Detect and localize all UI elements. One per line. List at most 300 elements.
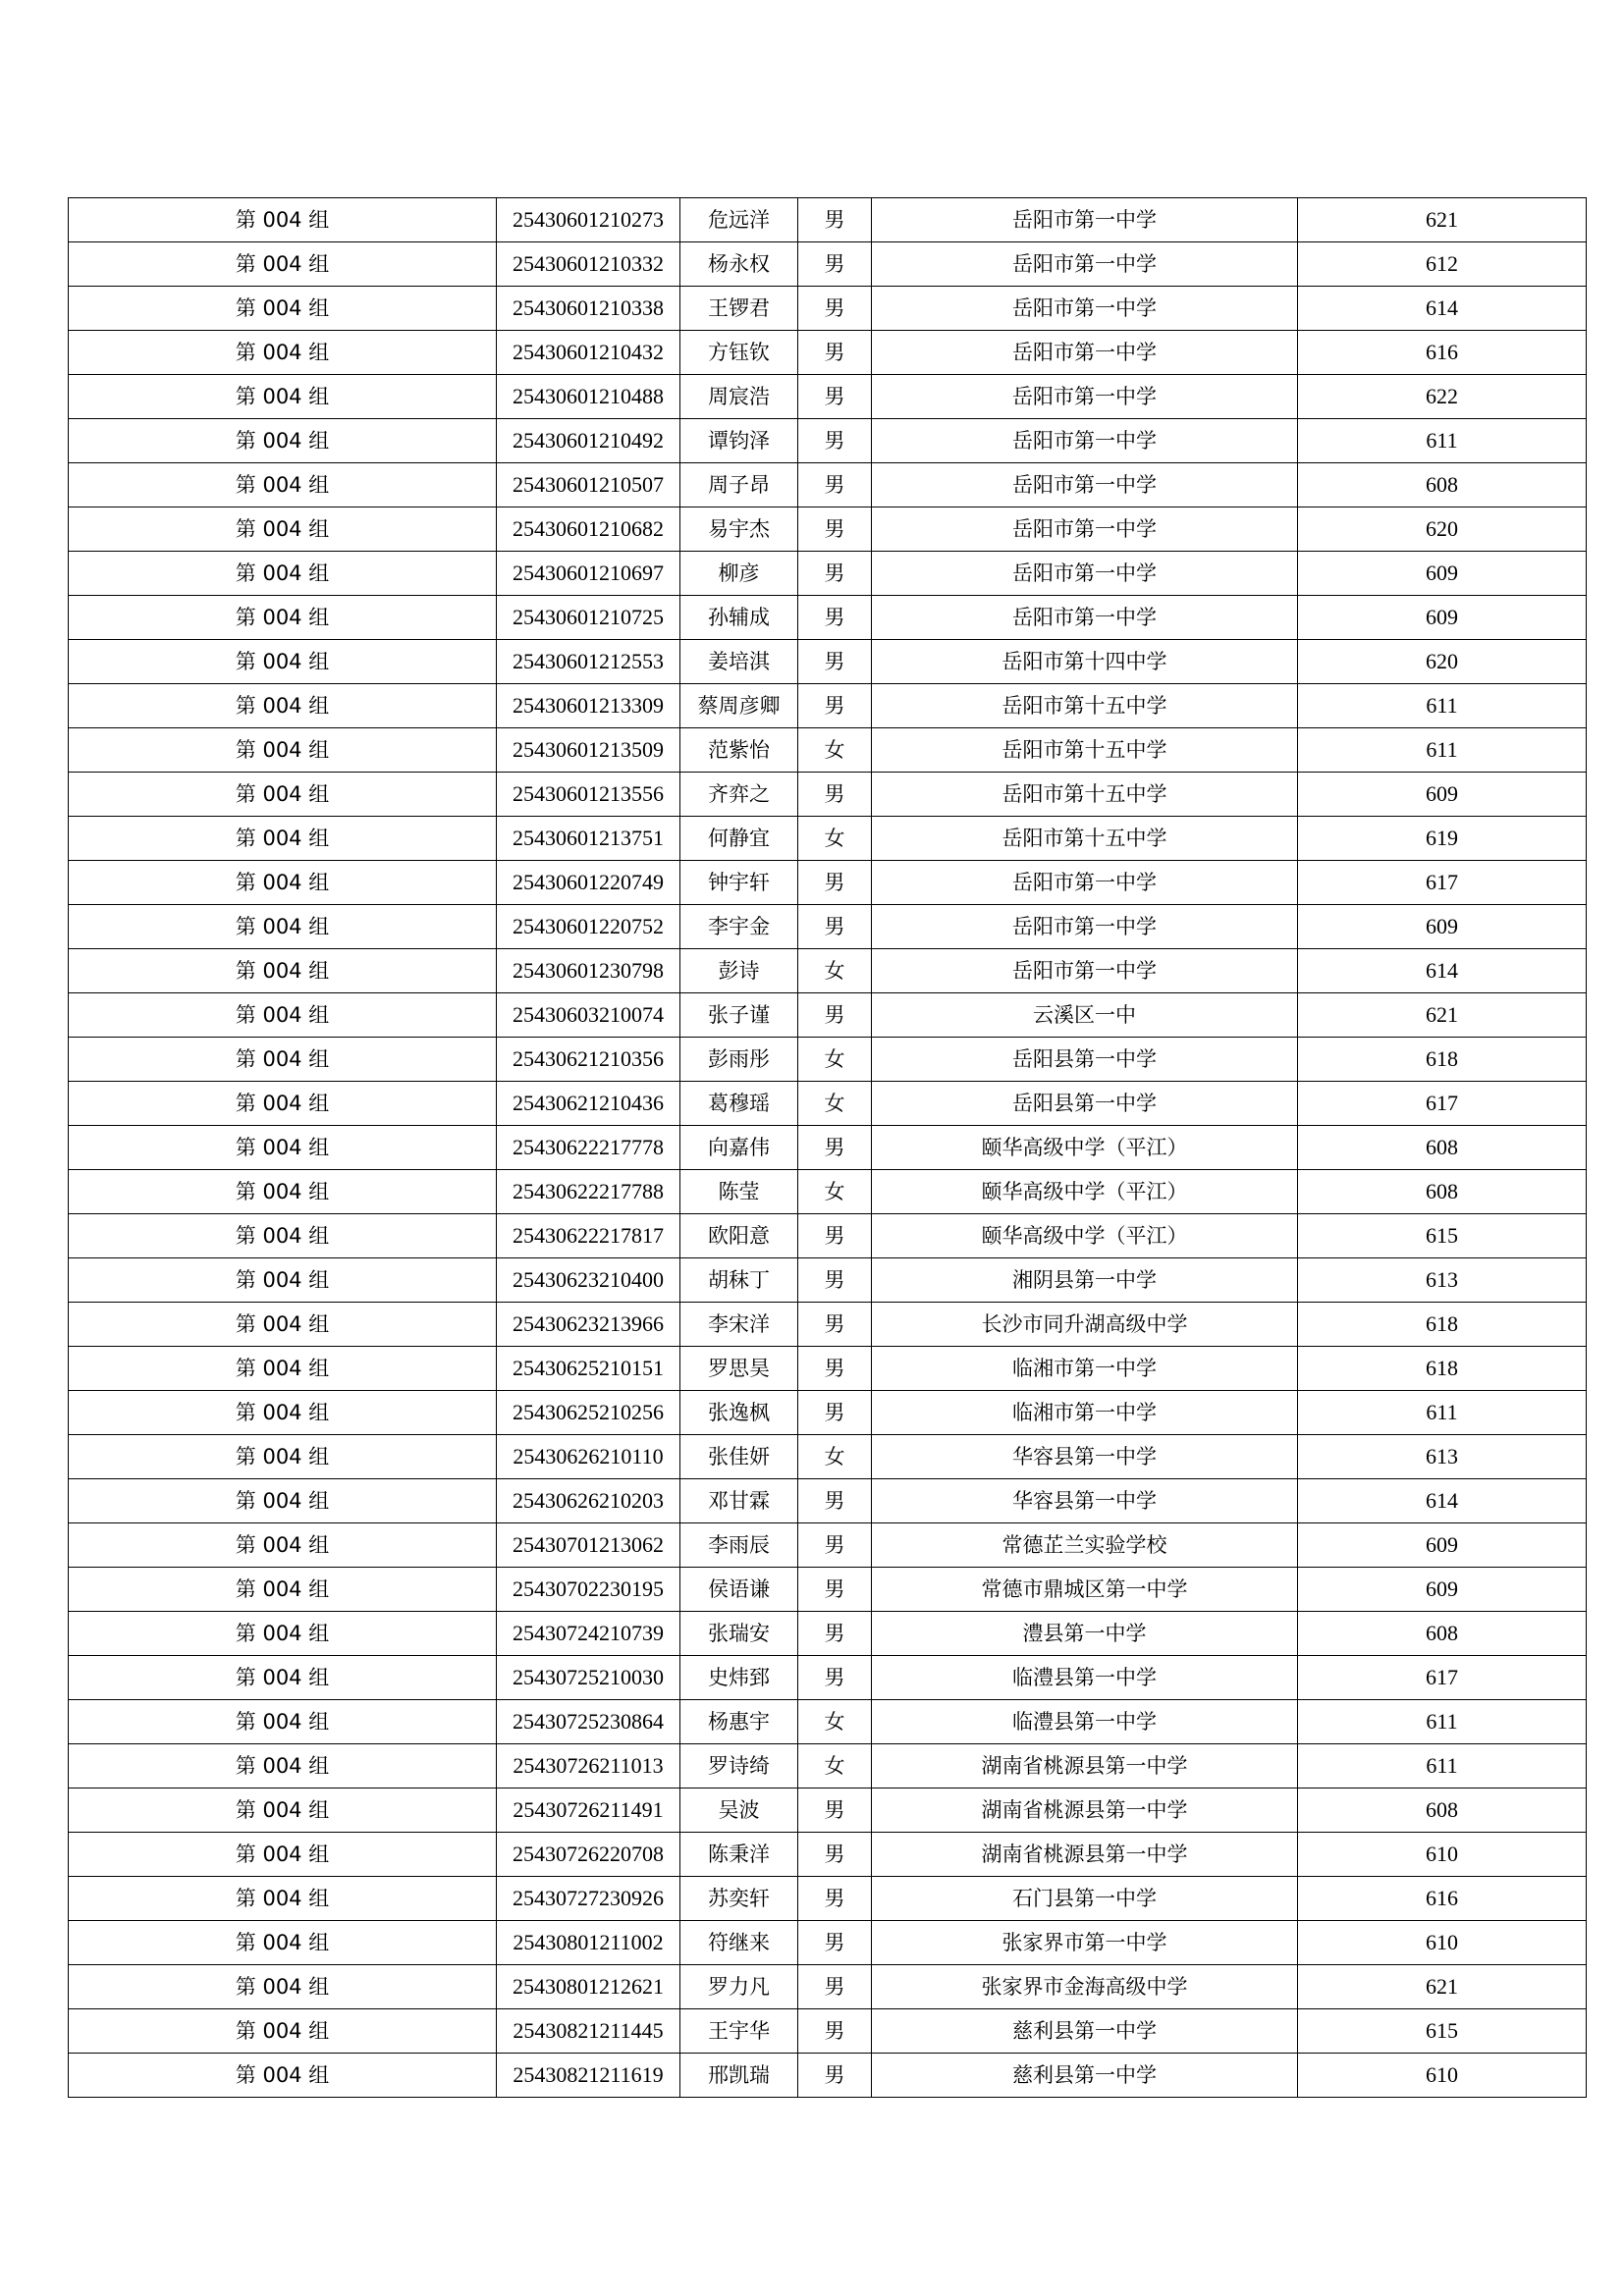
student-name-cell: 谭钧泽 <box>680 419 798 463</box>
school-cell: 岳阳市第一中学 <box>872 419 1298 463</box>
roster-table-body <box>69 198 1587 2098</box>
table-row <box>69 1347 1587 1391</box>
gender-cell: 男 <box>798 861 872 905</box>
group-cell: 第 004 组 <box>69 596 497 640</box>
group-cell: 第 004 组 <box>69 728 497 773</box>
exam-id-cell: 25430623213966 <box>497 1303 680 1347</box>
table-row <box>69 1126 1587 1170</box>
table-row <box>69 1391 1587 1435</box>
group-cell: 第 004 组 <box>69 1126 497 1170</box>
group-cell: 第 004 组 <box>69 1082 497 1126</box>
student-name-cell: 吴波 <box>680 1789 798 1833</box>
exam-id-cell: 25430603210074 <box>497 993 680 1038</box>
score-cell: 618 <box>1298 1038 1587 1082</box>
exam-id-cell: 25430625210151 <box>497 1347 680 1391</box>
table-row <box>69 1833 1587 1877</box>
score-cell: 616 <box>1298 331 1587 375</box>
table-row <box>69 1789 1587 1833</box>
exam-id-cell: 25430801212621 <box>497 1965 680 2009</box>
student-name-cell: 罗诗绮 <box>680 1744 798 1789</box>
school-cell: 岳阳县第一中学 <box>872 1082 1298 1126</box>
score-cell: 608 <box>1298 1126 1587 1170</box>
table-row <box>69 1523 1587 1568</box>
student-name-cell: 陈莹 <box>680 1170 798 1214</box>
score-cell: 621 <box>1298 198 1587 242</box>
table-row <box>69 1038 1587 1082</box>
table-row <box>69 552 1587 596</box>
table-row <box>69 993 1587 1038</box>
gender-cell: 男 <box>798 1965 872 2009</box>
school-cell: 湘阴县第一中学 <box>872 1258 1298 1303</box>
student-name-cell: 周宸浩 <box>680 375 798 419</box>
exam-id-cell: 25430601220749 <box>497 861 680 905</box>
student-name-cell: 何静宜 <box>680 817 798 861</box>
exam-id-cell: 25430821211445 <box>497 2009 680 2054</box>
gender-cell: 男 <box>798 1258 872 1303</box>
group-cell: 第 004 组 <box>69 507 497 552</box>
group-cell: 第 004 组 <box>69 1347 497 1391</box>
group-cell: 第 004 组 <box>69 1258 497 1303</box>
group-cell: 第 004 组 <box>69 949 497 993</box>
student-name-cell: 李宋洋 <box>680 1303 798 1347</box>
table-row <box>69 1921 1587 1965</box>
table-row <box>69 640 1587 684</box>
school-cell: 湖南省桃源县第一中学 <box>872 1833 1298 1877</box>
student-name-cell: 彭雨彤 <box>680 1038 798 1082</box>
table-row <box>69 861 1587 905</box>
gender-cell: 男 <box>798 1612 872 1656</box>
student-name-cell: 向嘉伟 <box>680 1126 798 1170</box>
group-cell: 第 004 组 <box>69 1214 497 1258</box>
student-name-cell: 张瑞安 <box>680 1612 798 1656</box>
school-cell: 岳阳市第一中学 <box>872 242 1298 287</box>
table-row <box>69 507 1587 552</box>
score-cell: 608 <box>1298 1612 1587 1656</box>
student-name-cell: 王锣君 <box>680 287 798 331</box>
school-cell: 云溪区一中 <box>872 993 1298 1038</box>
exam-id-cell: 25430601210332 <box>497 242 680 287</box>
group-cell: 第 004 组 <box>69 463 497 507</box>
exam-id-cell: 25430726211013 <box>497 1744 680 1789</box>
group-cell: 第 004 组 <box>69 1435 497 1479</box>
school-cell: 岳阳市第十五中学 <box>872 684 1298 728</box>
exam-id-cell: 25430601210507 <box>497 463 680 507</box>
school-cell: 湖南省桃源县第一中学 <box>872 1744 1298 1789</box>
table-row <box>69 375 1587 419</box>
score-cell: 617 <box>1298 1656 1587 1700</box>
student-name-cell: 李宇金 <box>680 905 798 949</box>
table-row <box>69 1656 1587 1700</box>
gender-cell: 男 <box>798 1833 872 1877</box>
gender-cell: 女 <box>798 1082 872 1126</box>
gender-cell: 男 <box>798 640 872 684</box>
score-cell: 613 <box>1298 1435 1587 1479</box>
score-cell: 617 <box>1298 1082 1587 1126</box>
student-name-cell: 杨惠宇 <box>680 1700 798 1744</box>
school-cell: 长沙市同升湖高级中学 <box>872 1303 1298 1347</box>
exam-id-cell: 25430725230864 <box>497 1700 680 1744</box>
student-name-cell: 姜培淇 <box>680 640 798 684</box>
school-cell: 澧县第一中学 <box>872 1612 1298 1656</box>
exam-id-cell: 25430601213509 <box>497 728 680 773</box>
score-cell: 609 <box>1298 552 1587 596</box>
student-name-cell: 张佳妍 <box>680 1435 798 1479</box>
school-cell: 颐华高级中学（平江） <box>872 1214 1298 1258</box>
school-cell: 岳阳市第一中学 <box>872 552 1298 596</box>
school-cell: 临湘市第一中学 <box>872 1391 1298 1435</box>
student-name-cell: 易宇杰 <box>680 507 798 552</box>
school-cell: 岳阳市第一中学 <box>872 198 1298 242</box>
student-name-cell: 杨永权 <box>680 242 798 287</box>
score-cell: 610 <box>1298 1833 1587 1877</box>
score-cell: 611 <box>1298 1391 1587 1435</box>
score-cell: 608 <box>1298 1789 1587 1833</box>
school-cell: 华容县第一中学 <box>872 1435 1298 1479</box>
student-name-cell: 侯语谦 <box>680 1568 798 1612</box>
school-cell: 岳阳市第一中学 <box>872 463 1298 507</box>
score-cell: 609 <box>1298 773 1587 817</box>
group-cell: 第 004 组 <box>69 242 497 287</box>
student-name-cell: 欧阳意 <box>680 1214 798 1258</box>
group-cell: 第 004 组 <box>69 2009 497 2054</box>
student-name-cell: 彭诗 <box>680 949 798 993</box>
score-cell: 620 <box>1298 640 1587 684</box>
score-cell: 610 <box>1298 2054 1587 2098</box>
school-cell: 岳阳市第一中学 <box>872 287 1298 331</box>
score-cell: 608 <box>1298 1170 1587 1214</box>
group-cell: 第 004 组 <box>69 375 497 419</box>
gender-cell: 男 <box>798 375 872 419</box>
gender-cell: 男 <box>798 1789 872 1833</box>
group-cell: 第 004 组 <box>69 1303 497 1347</box>
exam-id-cell: 25430727230926 <box>497 1877 680 1921</box>
student-name-cell: 史炜郅 <box>680 1656 798 1700</box>
group-cell: 第 004 组 <box>69 773 497 817</box>
exam-id-cell: 25430622217788 <box>497 1170 680 1214</box>
group-cell: 第 004 组 <box>69 684 497 728</box>
exam-id-cell: 25430601210725 <box>497 596 680 640</box>
table-row <box>69 2009 1587 2054</box>
group-cell: 第 004 组 <box>69 198 497 242</box>
score-cell: 614 <box>1298 949 1587 993</box>
exam-id-cell: 25430622217817 <box>497 1214 680 1258</box>
school-cell: 临湘市第一中学 <box>872 1347 1298 1391</box>
school-cell: 岳阳市第十五中学 <box>872 728 1298 773</box>
gender-cell: 男 <box>798 1303 872 1347</box>
gender-cell: 女 <box>798 1435 872 1479</box>
student-name-cell: 蔡周彦卿 <box>680 684 798 728</box>
gender-cell: 男 <box>798 552 872 596</box>
score-cell: 615 <box>1298 1214 1587 1258</box>
table-row <box>69 817 1587 861</box>
exam-id-cell: 25430626210110 <box>497 1435 680 1479</box>
table-row <box>69 198 1587 242</box>
gender-cell: 男 <box>798 1126 872 1170</box>
group-cell: 第 004 组 <box>69 331 497 375</box>
group-cell: 第 004 组 <box>69 1170 497 1214</box>
exam-id-cell: 25430601212553 <box>497 640 680 684</box>
exam-id-cell: 25430601213751 <box>497 817 680 861</box>
gender-cell: 男 <box>798 1877 872 1921</box>
table-row <box>69 1700 1587 1744</box>
student-name-cell: 罗思昊 <box>680 1347 798 1391</box>
student-name-cell: 罗力凡 <box>680 1965 798 2009</box>
score-cell: 621 <box>1298 993 1587 1038</box>
gender-cell: 男 <box>798 287 872 331</box>
table-row <box>69 242 1587 287</box>
exam-id-cell: 25430726211491 <box>497 1789 680 1833</box>
school-cell: 张家界市第一中学 <box>872 1921 1298 1965</box>
gender-cell: 男 <box>798 507 872 552</box>
gender-cell: 女 <box>798 1038 872 1082</box>
group-cell: 第 004 组 <box>69 1656 497 1700</box>
table-row <box>69 2054 1587 2098</box>
group-cell: 第 004 组 <box>69 993 497 1038</box>
score-cell: 615 <box>1298 2009 1587 2054</box>
exam-id-cell: 25430625210256 <box>497 1391 680 1435</box>
group-cell: 第 004 组 <box>69 1568 497 1612</box>
school-cell: 颐华高级中学（平江） <box>872 1170 1298 1214</box>
student-name-cell: 葛穆瑶 <box>680 1082 798 1126</box>
table-row <box>69 1877 1587 1921</box>
school-cell: 岳阳市第十五中学 <box>872 817 1298 861</box>
exam-id-cell: 25430601210488 <box>497 375 680 419</box>
student-name-cell: 孙辅成 <box>680 596 798 640</box>
exam-id-cell: 25430623210400 <box>497 1258 680 1303</box>
school-cell: 岳阳市第十四中学 <box>872 640 1298 684</box>
gender-cell: 男 <box>798 1921 872 1965</box>
exam-id-cell: 25430601220752 <box>497 905 680 949</box>
table-row <box>69 1744 1587 1789</box>
school-cell: 岳阳市第一中学 <box>872 861 1298 905</box>
school-cell: 岳阳市第一中学 <box>872 375 1298 419</box>
school-cell: 岳阳市第十五中学 <box>872 773 1298 817</box>
student-name-cell: 李雨辰 <box>680 1523 798 1568</box>
score-cell: 611 <box>1298 728 1587 773</box>
score-cell: 612 <box>1298 242 1587 287</box>
gender-cell: 男 <box>798 2054 872 2098</box>
student-name-cell: 范紫怡 <box>680 728 798 773</box>
table-row <box>69 684 1587 728</box>
student-name-cell: 张子谨 <box>680 993 798 1038</box>
score-cell: 608 <box>1298 463 1587 507</box>
score-cell: 618 <box>1298 1347 1587 1391</box>
school-cell: 慈利县第一中学 <box>872 2009 1298 2054</box>
school-cell: 岳阳市第一中学 <box>872 331 1298 375</box>
school-cell: 张家界市金海高级中学 <box>872 1965 1298 2009</box>
score-cell: 619 <box>1298 817 1587 861</box>
gender-cell: 女 <box>798 1744 872 1789</box>
exam-id-cell: 25430725210030 <box>497 1656 680 1700</box>
group-cell: 第 004 组 <box>69 861 497 905</box>
score-cell: 611 <box>1298 1700 1587 1744</box>
table-row <box>69 1082 1587 1126</box>
score-cell: 622 <box>1298 375 1587 419</box>
student-name-cell: 苏奕轩 <box>680 1877 798 1921</box>
student-name-cell: 邢凯瑞 <box>680 2054 798 2098</box>
student-name-cell: 符继来 <box>680 1921 798 1965</box>
school-cell: 湖南省桃源县第一中学 <box>872 1789 1298 1833</box>
group-cell: 第 004 组 <box>69 1479 497 1523</box>
student-name-cell: 周子昂 <box>680 463 798 507</box>
gender-cell: 男 <box>798 463 872 507</box>
table-row <box>69 463 1587 507</box>
school-cell: 常德市鼎城区第一中学 <box>872 1568 1298 1612</box>
exam-id-cell: 25430626210203 <box>497 1479 680 1523</box>
gender-cell: 女 <box>798 1170 872 1214</box>
score-cell: 621 <box>1298 1965 1587 2009</box>
score-cell: 609 <box>1298 905 1587 949</box>
group-cell: 第 004 组 <box>69 1965 497 2009</box>
group-cell: 第 004 组 <box>69 1789 497 1833</box>
table-row <box>69 1303 1587 1347</box>
exam-id-cell: 25430621210356 <box>497 1038 680 1082</box>
gender-cell: 男 <box>798 198 872 242</box>
gender-cell: 男 <box>798 1391 872 1435</box>
gender-cell: 女 <box>798 949 872 993</box>
table-row <box>69 331 1587 375</box>
exam-id-cell: 25430701213062 <box>497 1523 680 1568</box>
group-cell: 第 004 组 <box>69 1523 497 1568</box>
group-cell: 第 004 组 <box>69 640 497 684</box>
gender-cell: 男 <box>798 1656 872 1700</box>
group-cell: 第 004 组 <box>69 817 497 861</box>
school-cell: 慈利县第一中学 <box>872 2054 1298 2098</box>
score-cell: 613 <box>1298 1258 1587 1303</box>
group-cell: 第 004 组 <box>69 1391 497 1435</box>
student-name-cell: 邓甘霖 <box>680 1479 798 1523</box>
school-cell: 岳阳市第一中学 <box>872 507 1298 552</box>
school-cell: 石门县第一中学 <box>872 1877 1298 1921</box>
score-cell: 614 <box>1298 1479 1587 1523</box>
group-cell: 第 004 组 <box>69 1038 497 1082</box>
gender-cell: 男 <box>798 2009 872 2054</box>
score-cell: 611 <box>1298 684 1587 728</box>
student-name-cell: 陈秉洋 <box>680 1833 798 1877</box>
gender-cell: 男 <box>798 331 872 375</box>
school-cell: 岳阳市第一中学 <box>872 596 1298 640</box>
exam-id-cell: 25430601210697 <box>497 552 680 596</box>
exam-id-cell: 25430801211002 <box>497 1921 680 1965</box>
table-row <box>69 1435 1587 1479</box>
score-cell: 618 <box>1298 1303 1587 1347</box>
exam-id-cell: 25430601213309 <box>497 684 680 728</box>
group-cell: 第 004 组 <box>69 287 497 331</box>
group-cell: 第 004 组 <box>69 552 497 596</box>
score-cell: 609 <box>1298 1568 1587 1612</box>
exam-id-cell: 25430621210436 <box>497 1082 680 1126</box>
gender-cell: 男 <box>798 1523 872 1568</box>
gender-cell: 男 <box>798 1568 872 1612</box>
group-cell: 第 004 组 <box>69 2054 497 2098</box>
group-cell: 第 004 组 <box>69 1921 497 1965</box>
score-cell: 616 <box>1298 1877 1587 1921</box>
gender-cell: 女 <box>798 1700 872 1744</box>
school-cell: 临澧县第一中学 <box>872 1700 1298 1744</box>
student-name-cell: 胡秣丁 <box>680 1258 798 1303</box>
exam-id-cell: 25430622217778 <box>497 1126 680 1170</box>
table-row <box>69 1479 1587 1523</box>
exam-id-cell: 25430702230195 <box>497 1568 680 1612</box>
table-row <box>69 1612 1587 1656</box>
table-row <box>69 949 1587 993</box>
score-cell: 620 <box>1298 507 1587 552</box>
exam-id-cell: 25430601210682 <box>497 507 680 552</box>
exam-id-cell: 25430724210739 <box>497 1612 680 1656</box>
school-cell: 岳阳市第一中学 <box>872 905 1298 949</box>
student-name-cell: 王宇华 <box>680 2009 798 2054</box>
exam-id-cell: 25430726220708 <box>497 1833 680 1877</box>
score-cell: 610 <box>1298 1921 1587 1965</box>
exam-id-cell: 25430821211619 <box>497 2054 680 2098</box>
student-name-cell: 危远洋 <box>680 198 798 242</box>
group-cell: 第 004 组 <box>69 1877 497 1921</box>
exam-id-cell: 25430601210273 <box>497 198 680 242</box>
group-cell: 第 004 组 <box>69 1833 497 1877</box>
school-cell: 颐华高级中学（平江） <box>872 1126 1298 1170</box>
table-row <box>69 773 1587 817</box>
student-name-cell: 柳彦 <box>680 552 798 596</box>
gender-cell: 男 <box>798 993 872 1038</box>
table-row <box>69 287 1587 331</box>
group-cell: 第 004 组 <box>69 419 497 463</box>
school-cell: 临澧县第一中学 <box>872 1656 1298 1700</box>
gender-cell: 男 <box>798 905 872 949</box>
school-cell: 岳阳市第一中学 <box>872 949 1298 993</box>
roster-table <box>68 197 1587 2098</box>
score-cell: 617 <box>1298 861 1587 905</box>
gender-cell: 男 <box>798 1214 872 1258</box>
score-cell: 614 <box>1298 287 1587 331</box>
table-row <box>69 905 1587 949</box>
table-row <box>69 728 1587 773</box>
school-cell: 华容县第一中学 <box>872 1479 1298 1523</box>
table-row <box>69 596 1587 640</box>
exam-id-cell: 25430601210338 <box>497 287 680 331</box>
group-cell: 第 004 组 <box>69 1744 497 1789</box>
gender-cell: 男 <box>798 419 872 463</box>
score-cell: 611 <box>1298 419 1587 463</box>
exam-id-cell: 25430601210492 <box>497 419 680 463</box>
gender-cell: 男 <box>798 684 872 728</box>
exam-id-cell: 25430601213556 <box>497 773 680 817</box>
gender-cell: 女 <box>798 817 872 861</box>
table-row <box>69 1214 1587 1258</box>
group-cell: 第 004 组 <box>69 905 497 949</box>
exam-id-cell: 25430601210432 <box>497 331 680 375</box>
score-cell: 611 <box>1298 1744 1587 1789</box>
student-name-cell: 钟宇轩 <box>680 861 798 905</box>
gender-cell: 男 <box>798 596 872 640</box>
score-cell: 609 <box>1298 1523 1587 1568</box>
gender-cell: 男 <box>798 1347 872 1391</box>
table-row <box>69 419 1587 463</box>
student-name-cell: 齐弈之 <box>680 773 798 817</box>
school-cell: 岳阳县第一中学 <box>872 1038 1298 1082</box>
gender-cell: 男 <box>798 1479 872 1523</box>
group-cell: 第 004 组 <box>69 1612 497 1656</box>
table-row <box>69 1965 1587 2009</box>
score-cell: 609 <box>1298 596 1587 640</box>
school-cell: 常德芷兰实验学校 <box>872 1523 1298 1568</box>
group-cell: 第 004 组 <box>69 1700 497 1744</box>
student-name-cell: 方钰钦 <box>680 331 798 375</box>
gender-cell: 男 <box>798 773 872 817</box>
table-row <box>69 1568 1587 1612</box>
table-row <box>69 1170 1587 1214</box>
gender-cell: 男 <box>798 242 872 287</box>
gender-cell: 女 <box>798 728 872 773</box>
